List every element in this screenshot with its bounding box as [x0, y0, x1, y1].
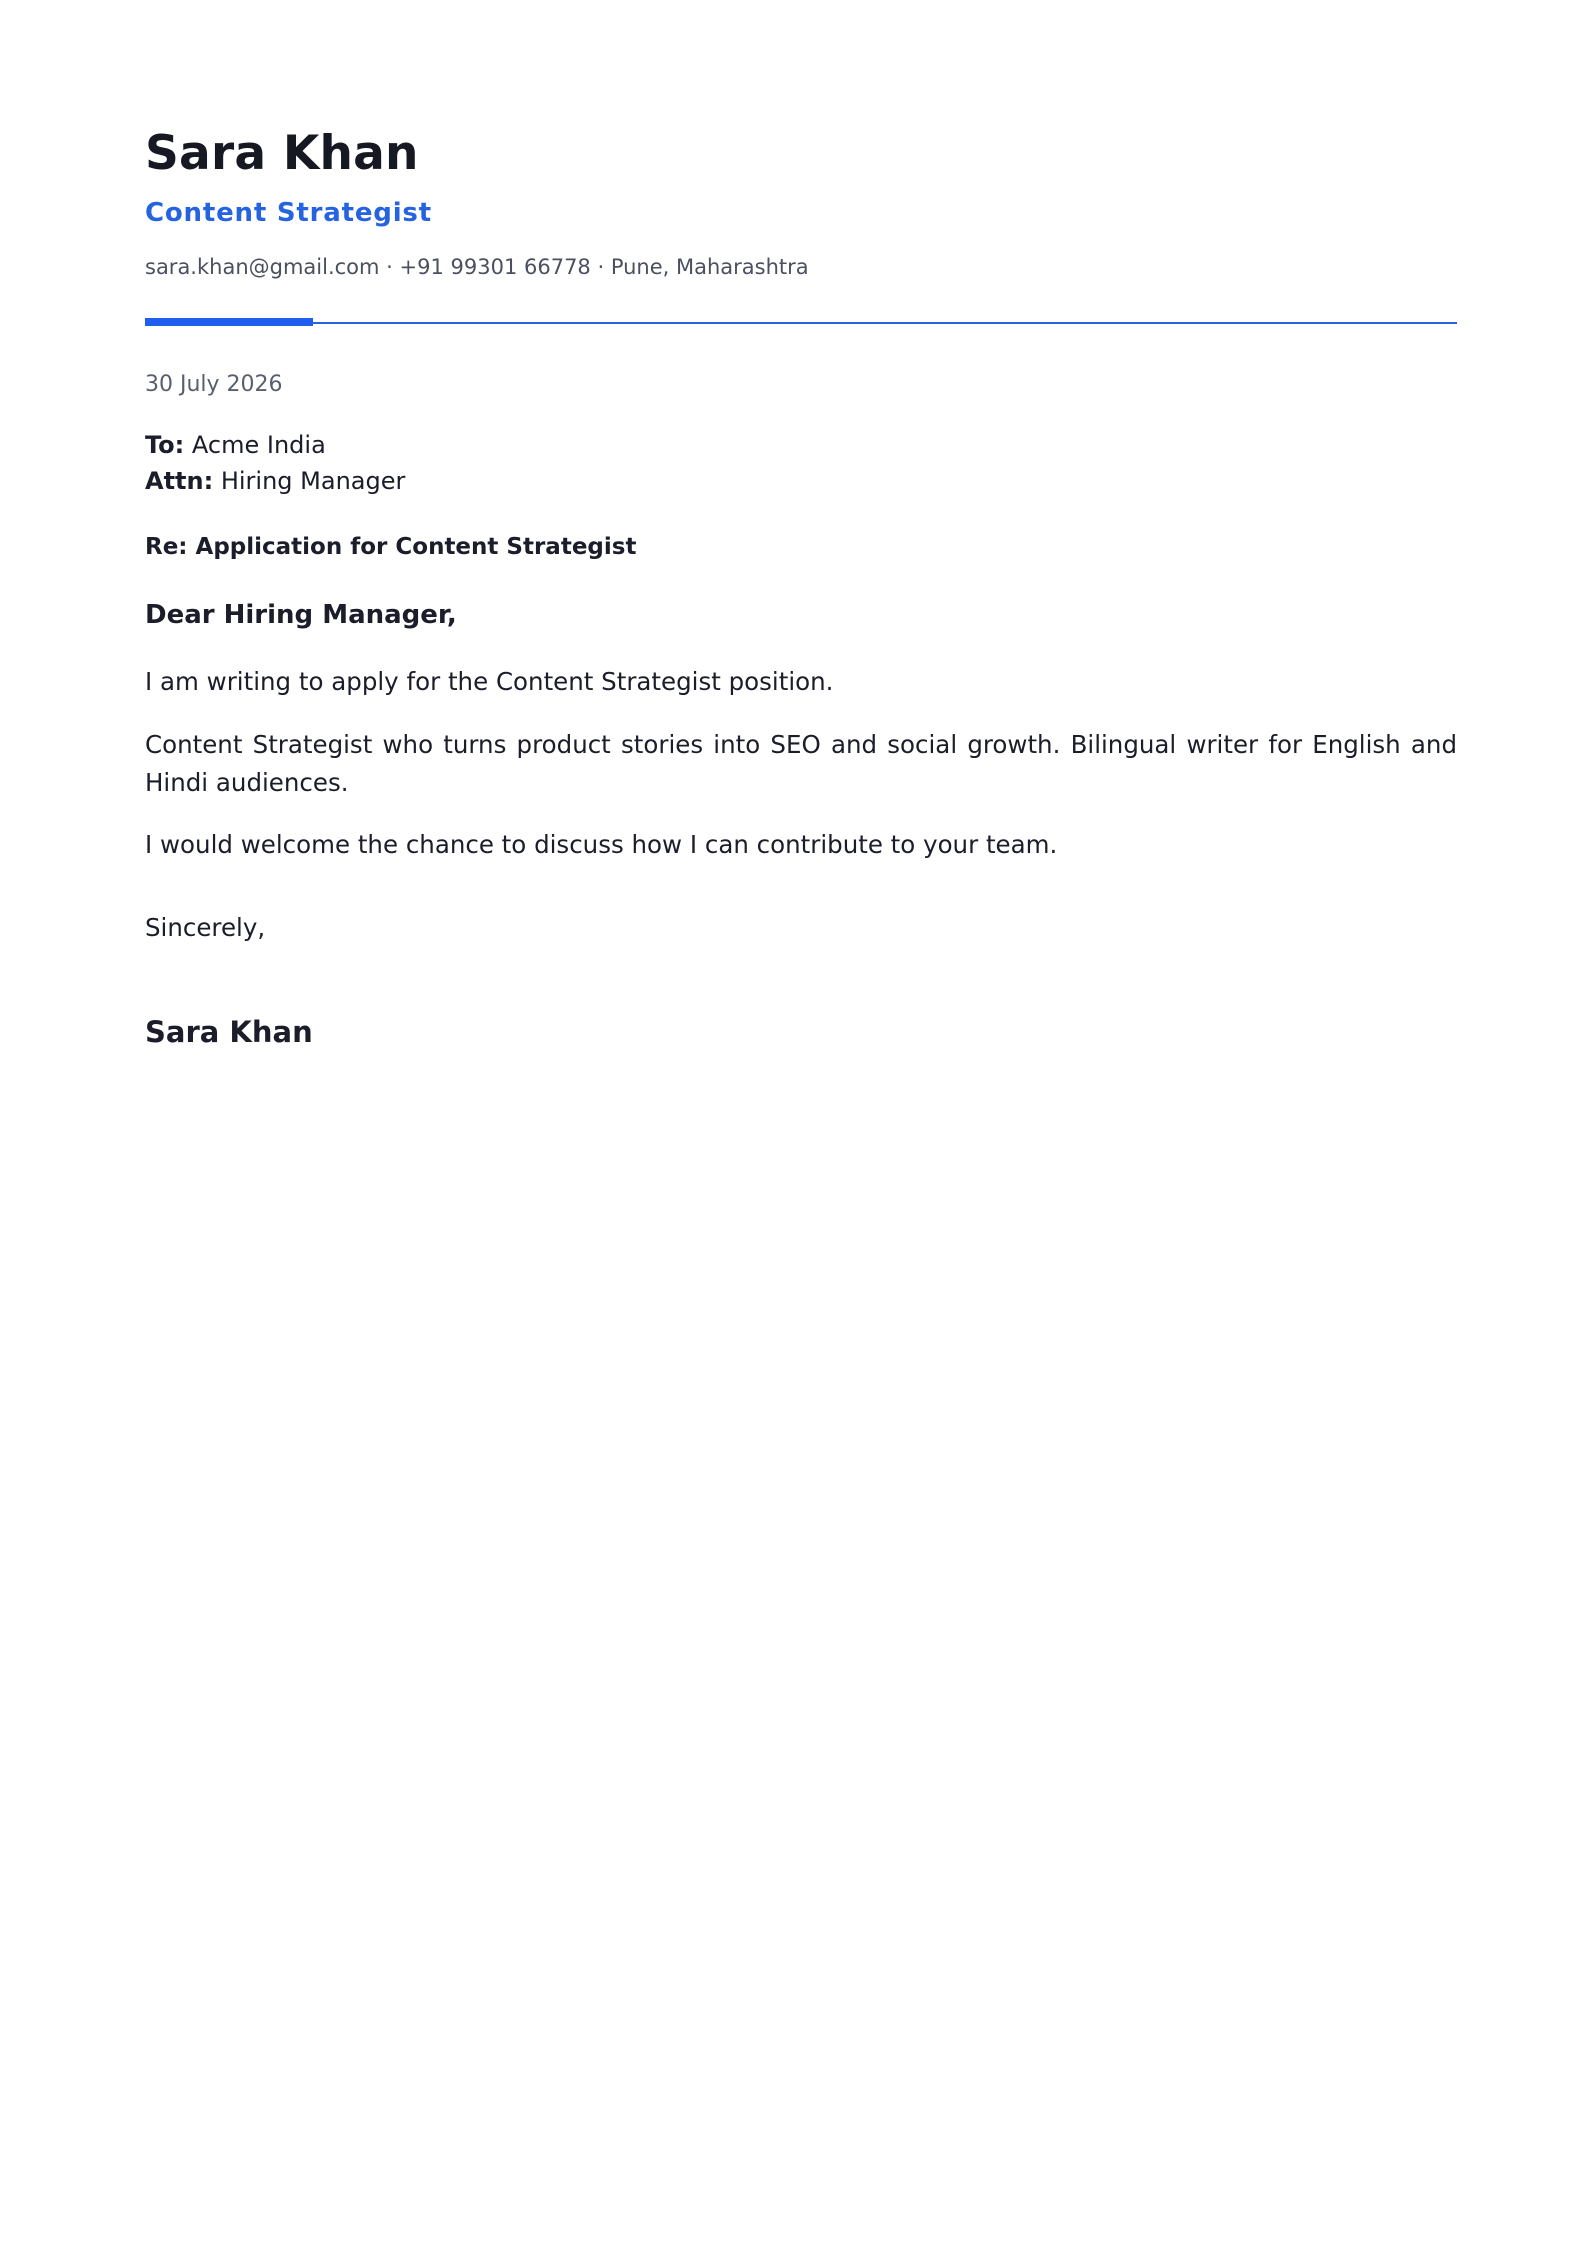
- recipient-line: [145, 431, 326, 459]
- attention-line: [145, 467, 405, 495]
- subject-line: Re: Application for Content Strategist: [145, 534, 637, 560]
- contact-info: sara.khan@gmail.com · +91 99301 66778 · Pune, Maharashtra: [145, 255, 809, 279]
- signature: Sara Khan: [145, 1015, 313, 1049]
- header-divider: [145, 322, 1457, 324]
- applicant-title: Content Strategist: [145, 198, 432, 228]
- header-divider-accent: [145, 318, 313, 326]
- recipient-label: To:: [145, 431, 185, 459]
- body-paragraph-3: I would welcome the chance to discuss how I can contribute to your team.: [145, 830, 1058, 859]
- letter-date: 30 July 2026: [145, 372, 283, 397]
- closing: Sincerely,: [145, 913, 266, 942]
- applicant-name: Sara Khan: [145, 126, 419, 181]
- body-paragraph-1: I am writing to apply for the Content Strategist position.: [145, 667, 834, 696]
- body-paragraph-2: Content Strategist who turns product stories into SEO and social growth. Bilingual writer for English and Hindi audiences.: [145, 730, 1457, 797]
- attention-label: Attn:: [145, 467, 214, 495]
- salutation: Dear Hiring Manager,: [145, 600, 457, 630]
- attention-value: Hiring Manager: [220, 467, 406, 495]
- recipient-value: Acme India: [191, 431, 326, 459]
